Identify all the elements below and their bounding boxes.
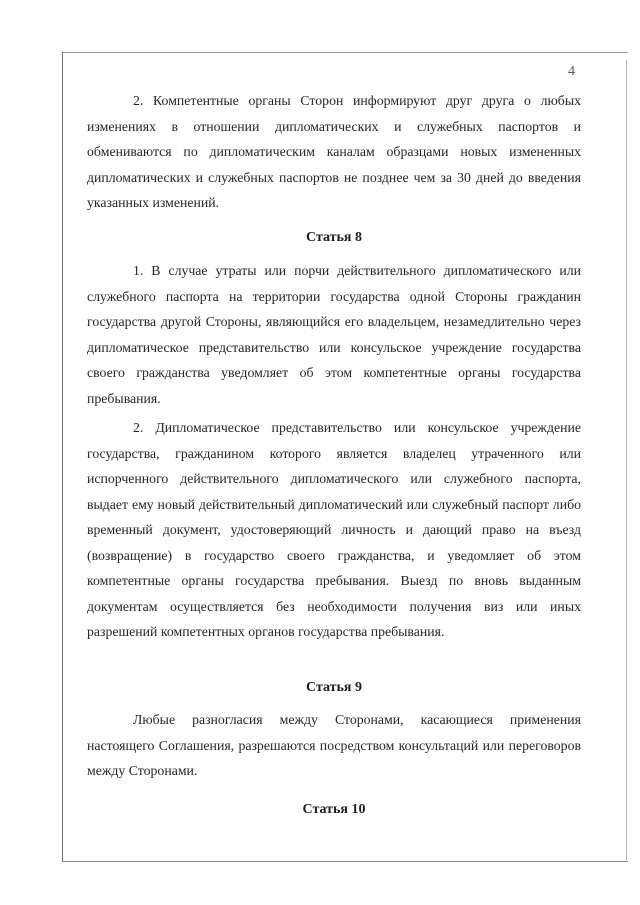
scan-border-bottom	[62, 861, 628, 862]
scan-border-top	[62, 52, 628, 53]
heading-article-8: Статья 8	[306, 230, 362, 245]
scan-border-right	[626, 60, 627, 860]
scan-border-left	[62, 52, 63, 862]
heading-article-10: Статья 10	[302, 802, 366, 817]
paragraph-article-9: Любые разногласия между Сторонами, касающиеся применения настоящего Соглашения, разрешаются посредством консультаций или переговоров между Сторонами.	[87, 712, 581, 778]
page-number: 4	[568, 64, 575, 79]
heading-article-9: Статья 9	[306, 680, 362, 695]
paragraph-article-8-clause-1: 1. В случае утраты или порчи действительного дипломатического или служебного паспорта на территории государства одной Стороны гражданин государства другой Стороны, являющийся его владельцем, незамедлительно через дипломатическое представительство или консульское учреждение государства своего гражданства уведомляет об этом компетентные органы государства пребывания.	[87, 263, 581, 406]
paragraph-article-8-clause-2: 2. Дипломатическое представительство или консульское учреждение государства, гражданином которого является владелец утраченного или испорченного действительного дипломатического или служебного паспорта, выдает ему новый действительный дипломатический или служебный паспорт либо временный документ, удостоверяющий личность и дающий право на въезд (возвращение) в государство своего гражданства, и уведомляет об этом компетентные органы государства пребывания. Выезд по вновь выданным документам осуществляется без необходимости получения виз или иных разрешений компетентных органов государства пребывания.	[87, 420, 581, 639]
paragraph-passport-changes: 2. Компетентные органы Сторон информируют друг друга о любых изменениях в отношении дипломатических и служебных паспортов и обмениваются по дипломатическим каналам образцами новых измененных дипломатических и служебных паспортов не позднее чем за 30 дней до введения указанных изменений.	[87, 93, 581, 210]
